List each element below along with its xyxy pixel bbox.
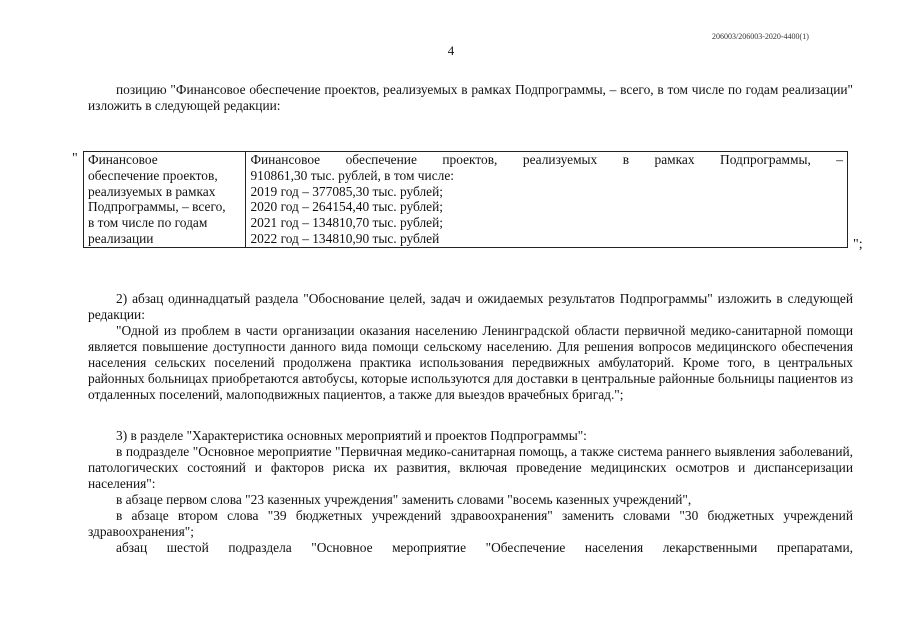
label-line: в том числе по годам (88, 215, 208, 231)
value-line: Финансовое обеспечение проектов, реализуемых в рамках Подпрограммы, – (250, 152, 843, 167)
value-line: 2020 год – 264154,40 тыс. рублей; (250, 199, 444, 215)
value-line: 910861,30 тыс. рублей, в том числе: (250, 167, 454, 183)
financing-label-cell (84, 152, 246, 248)
label-line: Финансовое (88, 152, 158, 167)
subsection-paragraph: в подразделе "Основное мероприятие "Первичная медико-санитарная помощь, а также система раннего выявления заболеваний, патологических состояний и факторов риска их развития, включая проведение медицинских осмотров и диспансеризации населения": (88, 444, 853, 492)
paragraph-item-3: 3) в разделе "Характеристика основных мероприятий и проектов Подпрограммы": (116, 428, 587, 443)
paragraph-item-2: 2) абзац одиннадцатый раздела "Обоснование целей, задач и ожидаемых результатов Подпрограммы" изложить в следующей редакции: (88, 291, 853, 323)
value-line: 2021 год – 134810,70 тыс. рублей; (250, 215, 444, 231)
amendment-sixth-paragraph: абзац шестой подраздела "Основное мероприятие "Обеспечение населения лекарственными препаратами, (116, 540, 853, 555)
document-id: 206003/206003-2020-4400(1) (712, 32, 809, 41)
value-line: 2019 год – 377085,30 тыс. рублей; (250, 183, 444, 199)
page-number: 4 (447, 43, 455, 58)
table-open-quote: " (72, 151, 78, 166)
financing-value-cell (246, 152, 848, 248)
table-close-quote: "; (853, 237, 863, 252)
value-line: 2022 год – 134810,90 тыс. рублей (250, 230, 440, 246)
financing-table (83, 151, 848, 248)
label-line: обеспечение проектов, (88, 167, 218, 183)
financing-table-row (84, 152, 848, 248)
quoted-paragraph: "Одной из проблем в части организации оказания населению Ленинградской области первичной медико-санитарной помощи является повышение доступности данного вида помощи сельскому населению. Для решения вопросов медицинского обеспечения населения сельских поселений продолжена практика использования передвижных амбулаторий. Кроме того, в центральных районных больницах приобретаются автобусы, которые используются для доставки в центральные районные больницы пациентов из отдаленных поселений, малоподвижных пациентов, а также для выездов врачебных бригад."; (88, 323, 853, 403)
label-line: Подпрограммы, – всего, (88, 199, 226, 215)
label-line: реализуемых в рамках (88, 183, 216, 199)
label-line: реализации (88, 230, 154, 246)
amendment-second-paragraph: в абзаце втором слова "39 бюджетных учреждений здравоохранения" заменить словами "30 бюджетных учреждений здравоохранения"; (88, 508, 853, 540)
intro-paragraph: позицию "Финансовое обеспечение проектов, реализуемых в рамках Подпрограммы, – всего, в том числе по годам реализации" изложить в следующей редакции: (88, 82, 853, 114)
amendment-first-paragraph: в абзаце первом слова "23 казенных учреждения" заменить словами "восемь казенных учреждений", (116, 492, 692, 507)
